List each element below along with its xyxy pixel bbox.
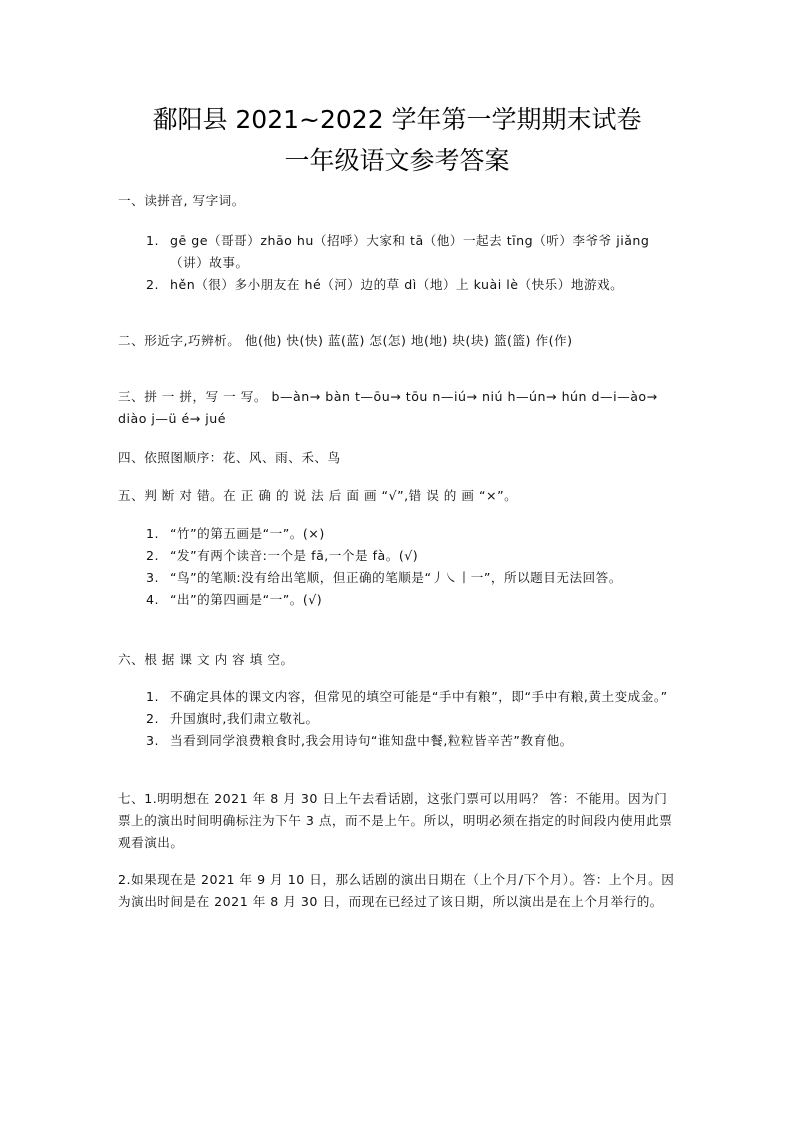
- section-2-text: 二、形近字,巧辨析。 他(他) 快(快) 蓝(蓝) 怎(怎) 地(地) 块(块) 篮(篮) 作(作): [118, 333, 573, 348]
- document-subtitle: 一年级语文参考答案: [284, 146, 510, 175]
- section-5-item: [146, 567, 682, 589]
- item-number: 4.: [146, 592, 160, 607]
- item-number: 1.: [146, 233, 160, 248]
- item-text: gē ge（哥哥）zhāo hu（招呼）大家和 tā（他）一起去 tīng（听）李爷爷 jiǎng（讲）故事。: [170, 233, 650, 270]
- item-number: 2.: [146, 277, 160, 292]
- section-6-list: [146, 686, 682, 752]
- item-text: “发”有两个读音:一个是 fā,一个是 fà。(√): [170, 548, 419, 563]
- section-1-heading: 一、读拼音, 写字词。: [118, 193, 245, 208]
- item-number: 2.: [146, 711, 160, 726]
- item-text: “出”的第四画是“一”。(√): [170, 592, 323, 607]
- item-number: 2.: [146, 548, 160, 563]
- section-7-question-1: 七、1.明明想在 2021 年 8 月 30 日上午去看话剧，这张门票可以用吗？ 答：不能用。因为门票上的演出时间明确标注为下午 3 点，而不是上午。所以，明明必须在指定的时间段内使用此票观看演出。: [118, 791, 673, 850]
- section-7-question-2: 2.如果现在是 2021 年 9 月 10 日，那么话剧的演出日期在（上个月/下个月）。答：上个月。因为演出时间是在 2021 年 8 月 30 日，而现在已经过了该日期，所以演出是在上个月举行的。: [118, 872, 675, 909]
- item-number: 3.: [146, 570, 160, 585]
- section-1-item: [146, 230, 682, 274]
- section-4-text: 四、依照图顺序：花、风、雨、禾、鸟: [118, 450, 341, 465]
- section-3-text: 三、拼 一 拼，写 一 写。 b—àn→ bàn t—ōu→ tōu n—iú→ niú h—ún→ hún d—i—ào→ diào j—ü é→ jué: [118, 389, 658, 426]
- item-text: hěn（很）多小朋友在 hé（河）边的草 dì（地）上 kuài lè（快乐）地游戏。: [170, 277, 624, 292]
- section-1-list: [146, 230, 682, 296]
- item-text: 当看到同学浪费粮食时,我会用诗句“谁知盘中餐,粒粒皆辛苦”教育他。: [170, 733, 573, 748]
- item-number: 1.: [146, 526, 160, 541]
- section-6-item: [146, 730, 682, 752]
- section-5-list: [146, 523, 682, 611]
- item-text: “鸟”的笔顺:没有给出笔顺，但正确的笔顺是“丿㇏丨一”，所以题目无法回答。: [170, 570, 622, 585]
- section-6-item: [146, 708, 682, 730]
- item-number: 3.: [146, 733, 160, 748]
- section-5-item: [146, 523, 682, 545]
- section-5-item: [146, 545, 682, 567]
- section-6-heading: 六、根 据 课 文 内 容 填 空。: [118, 652, 294, 667]
- document-title: 鄱阳县 2021~2022 学年第一学期期末试卷: [152, 105, 642, 134]
- section-5-heading: 五、判 断 对 错。在 正 确 的 说 法 后 面 画 “√”,错 误 的 画 “×”。: [118, 488, 518, 503]
- section-6-item: [146, 686, 682, 708]
- item-text: “竹”的第五画是“一”。(×): [170, 526, 325, 541]
- item-number: 1.: [146, 689, 160, 704]
- section-5-item: [146, 589, 682, 611]
- section-1-item: [146, 274, 682, 296]
- item-text: 不确定具体的课文内容，但常见的填空可能是“手中有粮”，即“手中有粮,黄土变成金。”: [170, 689, 668, 704]
- item-text: 升国旗时,我们肃立敬礼。: [170, 711, 319, 726]
